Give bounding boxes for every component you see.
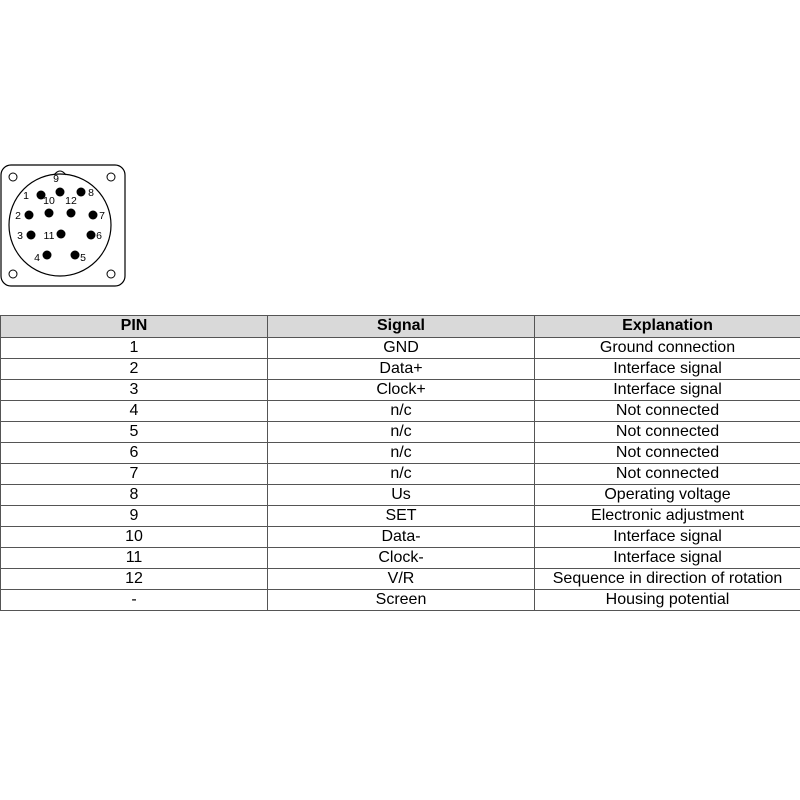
cell-pin: 8: [1, 485, 268, 506]
table-row: [1, 443, 800, 464]
table-row: [1, 422, 800, 443]
pin-label-5: 5: [80, 252, 86, 264]
cell-signal: Clock+: [268, 380, 535, 401]
cell-explanation: Interface signal: [535, 359, 800, 380]
cell-explanation: Ground connection: [535, 338, 800, 359]
pin-8: [77, 188, 86, 197]
header-pin: PIN: [1, 316, 268, 338]
cell-explanation: Interface signal: [535, 548, 800, 569]
cell-pin: 5: [1, 422, 268, 443]
cell-pin: 3: [1, 380, 268, 401]
cell-explanation: Not connected: [535, 422, 800, 443]
table-row: [1, 506, 800, 527]
cell-pin: -: [1, 590, 268, 611]
mounting-hole-bottom-left: [9, 270, 17, 278]
cell-signal: V/R: [268, 569, 535, 590]
pin-label-7: 7: [99, 210, 105, 222]
cell-signal: Data+: [268, 359, 535, 380]
cell-explanation: Interface signal: [535, 380, 800, 401]
pin-3: [27, 231, 36, 240]
cell-pin: 12: [1, 569, 268, 590]
header-signal: Signal: [268, 316, 535, 338]
pin-label-9: 9: [53, 173, 59, 185]
cell-pin: 4: [1, 401, 268, 422]
pin-assignment-table: [0, 315, 800, 611]
cell-pin: 6: [1, 443, 268, 464]
cell-explanation: Not connected: [535, 401, 800, 422]
cell-pin: 2: [1, 359, 268, 380]
table-row: [1, 527, 800, 548]
cell-signal: n/c: [268, 422, 535, 443]
cell-explanation: Not connected: [535, 443, 800, 464]
connector-pinout-diagram: [0, 160, 130, 290]
pin-label-2: 2: [15, 210, 21, 222]
pin-11: [57, 230, 66, 239]
cell-explanation: Housing potential: [535, 590, 800, 611]
cell-pin: 9: [1, 506, 268, 527]
table-row: [1, 590, 800, 611]
table-row: [1, 485, 800, 506]
cell-signal: Us: [268, 485, 535, 506]
table-row: [1, 464, 800, 485]
pin-5: [71, 251, 80, 260]
pin-label-11: 11: [43, 230, 55, 242]
pin-12: [67, 209, 76, 218]
table-header-row: [1, 316, 800, 338]
cell-signal: SET: [268, 506, 535, 527]
pin-2: [25, 211, 34, 220]
cell-signal: n/c: [268, 401, 535, 422]
header-explanation: Explanation: [535, 316, 800, 338]
cell-explanation: Electronic adjustment: [535, 506, 800, 527]
cell-explanation: Sequence in direction of rotation: [535, 569, 800, 590]
cell-signal: n/c: [268, 464, 535, 485]
pin-label-3: 3: [17, 230, 23, 242]
table-row: [1, 380, 800, 401]
mounting-hole-bottom-right: [107, 270, 115, 278]
cell-explanation: Operating voltage: [535, 485, 800, 506]
pin-label-4: 4: [34, 252, 40, 264]
cell-signal: Clock-: [268, 548, 535, 569]
pin-label-8: 8: [88, 187, 94, 199]
pin-10: [45, 209, 54, 218]
pin-label-6: 6: [96, 230, 102, 242]
table-row: [1, 359, 800, 380]
table-row: [1, 569, 800, 590]
table-row: [1, 548, 800, 569]
pin-6: [87, 231, 96, 240]
cell-pin: 7: [1, 464, 268, 485]
cell-pin: 11: [1, 548, 268, 569]
mounting-hole-top-right: [107, 173, 115, 181]
pin-label-12: 12: [65, 195, 77, 207]
cell-pin: 1: [1, 338, 268, 359]
pin-label-1: 1: [23, 190, 29, 202]
cell-explanation: Not connected: [535, 464, 800, 485]
cell-explanation: Interface signal: [535, 527, 800, 548]
pin-9: [56, 188, 65, 197]
cell-signal: Screen: [268, 590, 535, 611]
pin-label-10: 10: [43, 195, 55, 207]
pin-4: [43, 251, 52, 260]
pin-7: [89, 211, 98, 220]
cell-signal: n/c: [268, 443, 535, 464]
cell-signal: GND: [268, 338, 535, 359]
table-row: [1, 338, 800, 359]
mounting-hole-top-left: [9, 173, 17, 181]
cell-pin: 10: [1, 527, 268, 548]
cell-signal: Data-: [268, 527, 535, 548]
table-row: [1, 401, 800, 422]
